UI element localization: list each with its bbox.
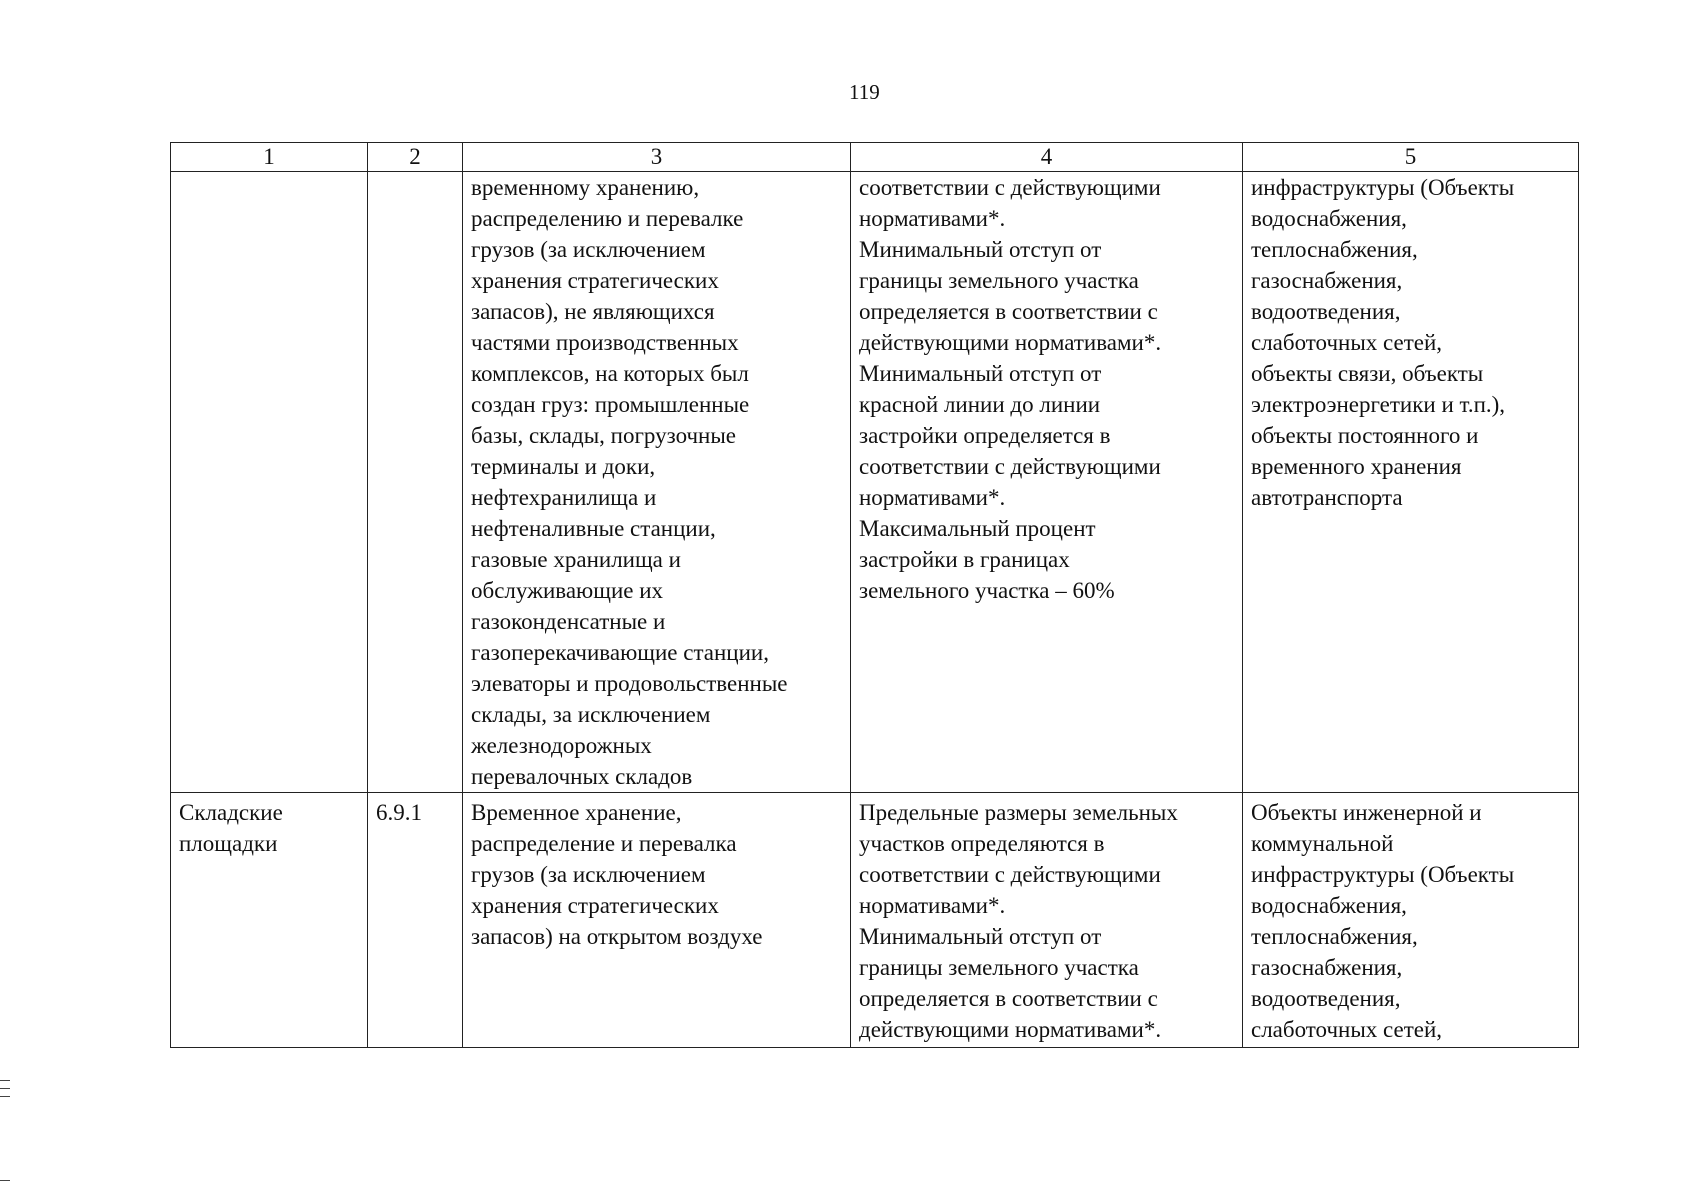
header-row	[171, 143, 1579, 172]
cell-text: инфраструктуры (Объекты водоснабжения, теплоснабжения, газоснабжения, водоотведения, слаботочных сетей, объекты связи, объекты электроэнергетики и т.п.), объекты постоянного и временного хранения автотранспорта	[1251, 175, 1515, 510]
table-row	[171, 172, 1579, 793]
scan-edge-mark	[0, 1180, 10, 1181]
cell-text: 6.9.1	[376, 800, 422, 825]
cell-code	[368, 793, 463, 1048]
cell-text: Предельные размеры земельных участков определяются в соответствии с действующими нормативами*. Минимальный отступ от границы земельного участка определяется в соответствии с действующими нормативами*.	[859, 800, 1178, 1042]
cell-parameters	[851, 172, 1243, 793]
cell-parameters	[851, 793, 1243, 1048]
header-col-5: 5	[1243, 143, 1579, 172]
header-col-4: 4	[851, 143, 1243, 172]
regulations-table	[170, 142, 1579, 1048]
cell-description	[463, 172, 851, 793]
table-row	[171, 793, 1579, 1048]
scan-edge-mark	[0, 1088, 10, 1089]
cell-code	[368, 172, 463, 793]
cell-text: Временное хранение, распределение и перевалка грузов (за исключением хранения стратегических запасов) на открытом воздухе	[471, 800, 763, 949]
cell-description	[463, 793, 851, 1048]
header-col-1: 1	[171, 143, 368, 172]
cell-use-name	[171, 793, 368, 1048]
cell-auxiliary-uses	[1243, 172, 1579, 793]
cell-use-name	[171, 172, 368, 793]
header-col-2: 2	[368, 143, 463, 172]
cell-text: соответствии с действующими нормативами*. Минимальный отступ от границы земельного участка определяется в соответствии с действующими нормативами*. Минимальный отступ от красной линии до линии застройки определяется в соответствии с действующими нормативами*. Максимальный процент застройки в границах земельного участка – 60%	[859, 175, 1162, 603]
cell-auxiliary-uses	[1243, 793, 1579, 1048]
cell-text: временному хранению, распределению и перевалке грузов (за исключением хранения стратегических запасов), не являющихся частями производственных комплексов, на которых был создан груз: промышленные базы, склады, погрузочные терминалы и доки, нефтехранилища и нефтеналивные станции, газовые хранилища и обслуживающие их газоконденсатные и газоперекачивающие станции, элеваторы и продовольственные склады, за исключением железнодорожных перевалочных складов	[471, 175, 788, 789]
cell-text: Складские площадки	[179, 800, 283, 856]
scan-edge-mark	[0, 1096, 10, 1097]
page-number: 119	[849, 80, 880, 104]
cell-text: Объекты инженерной и коммунальной инфраструктуры (Объекты водоснабжения, теплоснабжения, газоснабжения, водоотведения, слаботочных сетей,	[1251, 800, 1515, 1042]
header-col-3: 3	[463, 143, 851, 172]
scan-edge-mark	[0, 1080, 10, 1081]
